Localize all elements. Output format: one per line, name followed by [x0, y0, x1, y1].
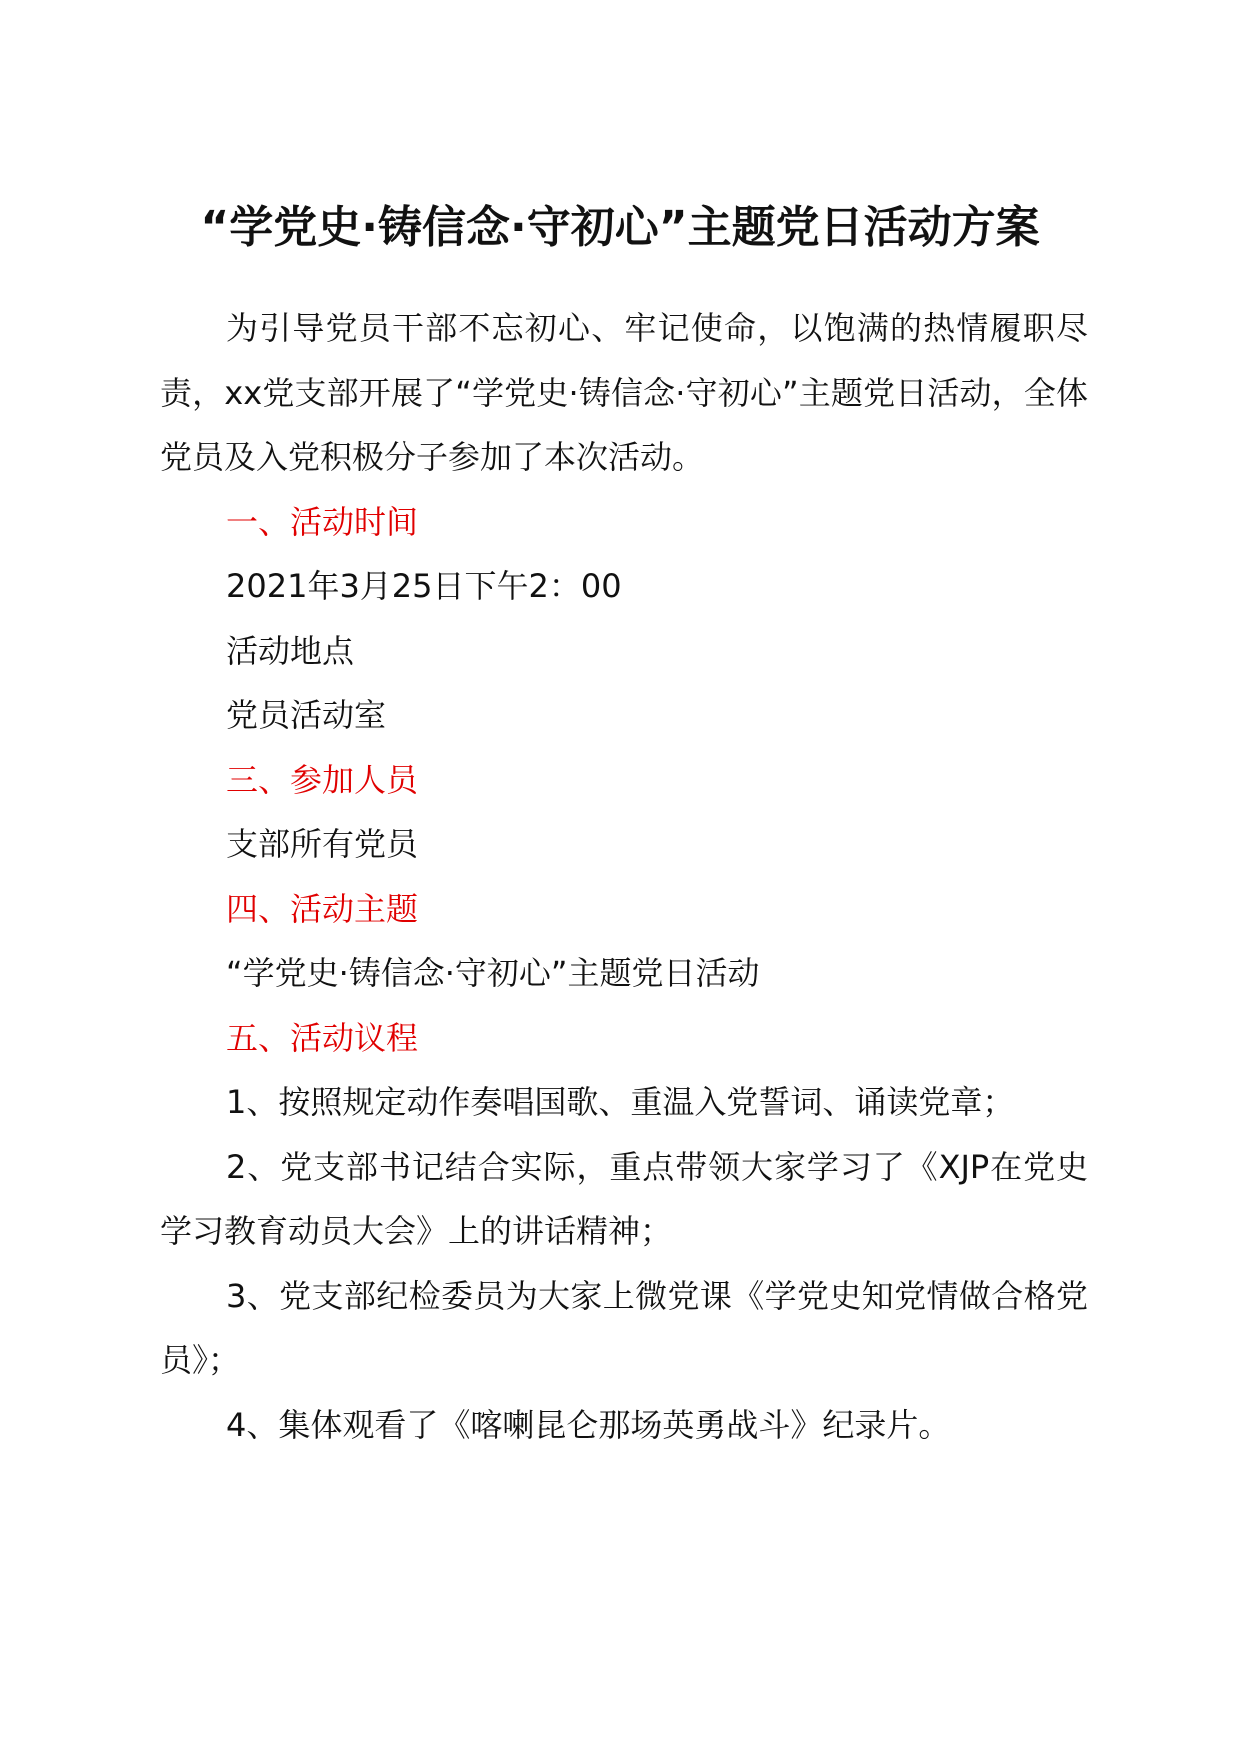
section-heading-participants: 三、参加人员: [226, 760, 419, 799]
document-body: [160, 296, 1088, 1457]
section-heading-time: 一、活动时间: [226, 502, 419, 541]
agenda-item: 2、党支部书记结合实际，重点带领大家学习了《XJP在党史学习教育动员大会》上的讲话精神；: [160, 1147, 1088, 1250]
agenda-item: 3、党支部纪检委员为大家上微党课《学党史知党情做合格党员》；: [160, 1276, 1088, 1379]
document-title: “学党史·铸信念·守初心”主题党日活动方案: [200, 202, 1040, 253]
section-heading-location: 活动地点: [226, 631, 355, 670]
section-heading-agenda: 五、活动议程: [226, 1018, 419, 1057]
section-content-location: 党员活动室: [226, 696, 387, 734]
section-heading-theme: 四、活动主题: [226, 889, 419, 928]
intro-paragraph: 为引导党员干部不忘初心、牢记使命，以饱满的热情履职尽责，xx党支部开展了“学党史·铸信念·守初心”主题党日活动，全体党员及入党积极分子参加了本次活动。: [160, 309, 1088, 476]
section-content-theme: “学党史·铸信念·守初心”主题党日活动: [226, 954, 760, 992]
section-content-participants: 支部所有党员: [226, 825, 419, 863]
agenda-item: 4、集体观看了《喀喇昆仑那场英勇战斗》纪录片。: [226, 1405, 951, 1444]
agenda-item: 1、按照规定动作奏唱国歌、重温入党誓词、诵读党章；: [226, 1083, 1015, 1121]
section-content-time: 2021年3月25日下午2：00: [226, 567, 622, 605]
